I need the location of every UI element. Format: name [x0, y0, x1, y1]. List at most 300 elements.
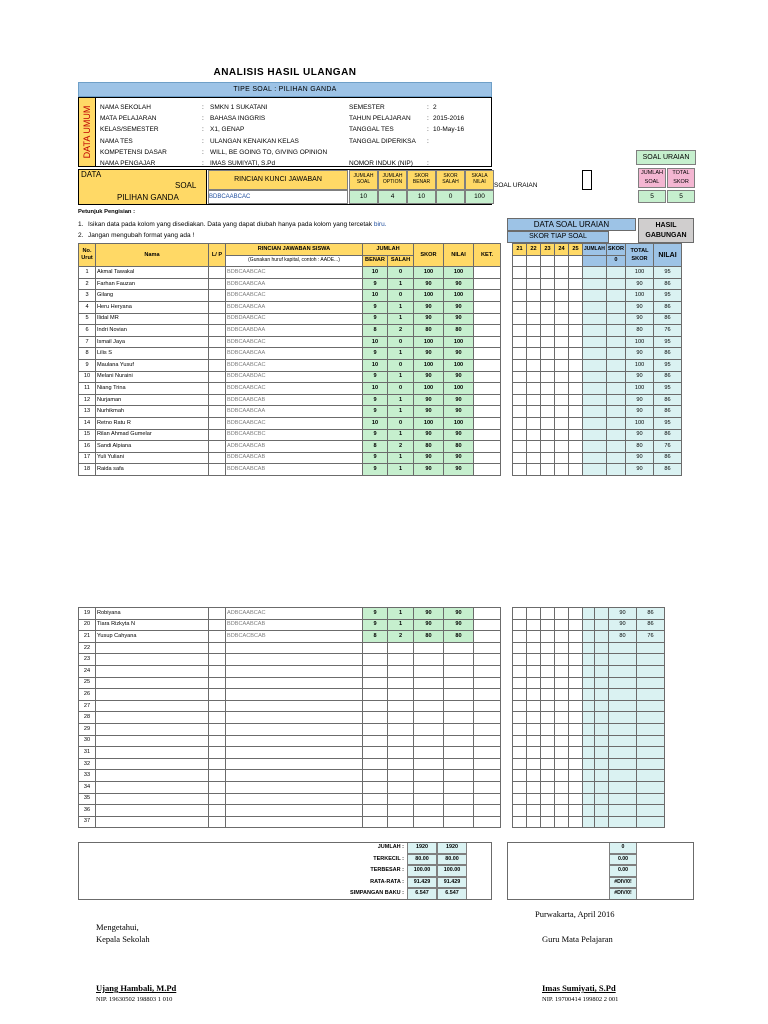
- gender-cell[interactable]: [209, 735, 226, 747]
- uraian-21[interactable]: [513, 665, 527, 677]
- uraian-23[interactable]: [541, 758, 555, 770]
- uraian-23[interactable]: [541, 608, 555, 620]
- uraian-22[interactable]: [527, 770, 541, 782]
- uraian-24[interactable]: [555, 406, 569, 418]
- student-name[interactable]: [96, 665, 209, 677]
- gender-cell[interactable]: [209, 665, 226, 677]
- gender-cell[interactable]: [209, 677, 226, 689]
- uraian-23[interactable]: [541, 464, 555, 476]
- uraian-25[interactable]: [569, 654, 583, 666]
- uraian-25[interactable]: [569, 359, 583, 371]
- uraian-24[interactable]: [555, 619, 569, 631]
- gender-cell[interactable]: [209, 464, 226, 476]
- ket-cell[interactable]: [474, 608, 501, 620]
- uraian-21[interactable]: [513, 735, 527, 747]
- uraian-21[interactable]: [513, 267, 527, 279]
- uraian-23[interactable]: [541, 781, 555, 793]
- uraian-21[interactable]: [513, 689, 527, 701]
- gender-cell[interactable]: [209, 325, 226, 337]
- student-name[interactable]: [96, 723, 209, 735]
- gender-cell[interactable]: [209, 348, 226, 360]
- uraian-25[interactable]: [569, 793, 583, 805]
- uraian-21[interactable]: [513, 619, 527, 631]
- uraian-22[interactable]: [527, 290, 541, 302]
- uraian-24[interactable]: [555, 348, 569, 360]
- ket-cell[interactable]: [474, 689, 501, 701]
- gender-cell[interactable]: [209, 793, 226, 805]
- uraian-23[interactable]: [541, 700, 555, 712]
- student-name[interactable]: [96, 793, 209, 805]
- uraian-22[interactable]: [527, 394, 541, 406]
- student-name[interactable]: Raida safa: [96, 464, 209, 476]
- uraian-21[interactable]: [513, 631, 527, 643]
- student-answers[interactable]: BDBCAABDAA: [226, 325, 363, 337]
- student-answers[interactable]: BDBCAABCBC: [226, 429, 363, 441]
- uraian-23[interactable]: [541, 452, 555, 464]
- uraian-21[interactable]: [513, 793, 527, 805]
- uraian-24[interactable]: [555, 608, 569, 620]
- uraian-22[interactable]: [527, 325, 541, 337]
- uraian-21[interactable]: [513, 770, 527, 782]
- ket-cell[interactable]: [474, 278, 501, 290]
- gender-cell[interactable]: [209, 452, 226, 464]
- uraian-22[interactable]: [527, 619, 541, 631]
- uraian-25[interactable]: [569, 441, 583, 453]
- uraian-25[interactable]: [569, 723, 583, 735]
- ket-cell[interactable]: [474, 464, 501, 476]
- student-name[interactable]: Nurjaman: [96, 394, 209, 406]
- uraian-23[interactable]: [541, 689, 555, 701]
- ket-cell[interactable]: [474, 336, 501, 348]
- uraian-21[interactable]: [513, 700, 527, 712]
- info-value[interactable]: SMKN 1 SUKATANI: [210, 104, 268, 111]
- gender-cell[interactable]: [209, 816, 226, 828]
- uraian-21[interactable]: [513, 290, 527, 302]
- student-answers[interactable]: [226, 747, 363, 759]
- uraian-24[interactable]: [555, 464, 569, 476]
- student-answers[interactable]: BDBCAABCAB: [226, 464, 363, 476]
- student-name[interactable]: Gilang: [96, 290, 209, 302]
- uraian-22[interactable]: [527, 793, 541, 805]
- gender-cell[interactable]: [209, 642, 226, 654]
- ket-cell[interactable]: [474, 654, 501, 666]
- ket-cell[interactable]: [474, 712, 501, 724]
- uraian-24[interactable]: [555, 301, 569, 313]
- total-skor-value[interactable]: 5: [667, 190, 695, 203]
- uraian-23[interactable]: [541, 383, 555, 395]
- student-name[interactable]: [96, 781, 209, 793]
- student-answers[interactable]: [226, 642, 363, 654]
- ket-cell[interactable]: [474, 758, 501, 770]
- key-value[interactable]: 4: [378, 190, 407, 204]
- uraian-21[interactable]: [513, 758, 527, 770]
- uraian-23[interactable]: [541, 677, 555, 689]
- uraian-22[interactable]: [527, 735, 541, 747]
- uraian-24[interactable]: [555, 267, 569, 279]
- uraian-24[interactable]: [555, 417, 569, 429]
- ket-cell[interactable]: [474, 631, 501, 643]
- student-name[interactable]: Sandi Alpiana: [96, 441, 209, 453]
- student-answers[interactable]: BDBCAABCAB: [226, 452, 363, 464]
- uraian-21[interactable]: [513, 325, 527, 337]
- uraian-24[interactable]: [555, 805, 569, 817]
- uraian-23[interactable]: [541, 336, 555, 348]
- gender-cell[interactable]: [209, 619, 226, 631]
- uraian-22[interactable]: [527, 336, 541, 348]
- uraian-25[interactable]: [569, 712, 583, 724]
- uraian-23[interactable]: [541, 805, 555, 817]
- gender-cell[interactable]: [209, 301, 226, 313]
- ket-cell[interactable]: [474, 735, 501, 747]
- student-answers[interactable]: [226, 735, 363, 747]
- ket-cell[interactable]: [474, 359, 501, 371]
- info-value[interactable]: IMAS SUMIYATI, S.Pd: [210, 160, 276, 167]
- student-answers[interactable]: BDBCAABCAB: [226, 394, 363, 406]
- uraian-24[interactable]: [555, 735, 569, 747]
- student-name[interactable]: Yusup Cahyana: [96, 631, 209, 643]
- uraian-25[interactable]: [569, 313, 583, 325]
- ket-cell[interactable]: [474, 677, 501, 689]
- student-answers[interactable]: [226, 723, 363, 735]
- uraian-24[interactable]: [555, 654, 569, 666]
- uraian-22[interactable]: [527, 608, 541, 620]
- gender-cell[interactable]: [209, 712, 226, 724]
- uraian-25[interactable]: [569, 290, 583, 302]
- ket-cell[interactable]: [474, 371, 501, 383]
- uraian-22[interactable]: [527, 758, 541, 770]
- uraian-24[interactable]: [555, 642, 569, 654]
- uraian-21[interactable]: [513, 723, 527, 735]
- uraian-25[interactable]: [569, 677, 583, 689]
- ket-cell[interactable]: [474, 441, 501, 453]
- student-name[interactable]: Ilidal MR: [96, 313, 209, 325]
- gender-cell[interactable]: [209, 689, 226, 701]
- info-value[interactable]: BAHASA INGGRIS: [210, 115, 266, 123]
- uraian-25[interactable]: [569, 267, 583, 279]
- uraian-24[interactable]: [555, 700, 569, 712]
- student-name[interactable]: [96, 805, 209, 817]
- key-value[interactable]: 10: [407, 190, 436, 204]
- uraian-23[interactable]: [541, 631, 555, 643]
- ket-cell[interactable]: [474, 747, 501, 759]
- uraian-23[interactable]: [541, 325, 555, 337]
- uraian-25[interactable]: [569, 278, 583, 290]
- uraian-23[interactable]: [541, 406, 555, 418]
- uraian-22[interactable]: [527, 712, 541, 724]
- uraian-21[interactable]: [513, 301, 527, 313]
- student-name[interactable]: Indri Novian: [96, 325, 209, 337]
- ket-cell[interactable]: [474, 301, 501, 313]
- uraian-24[interactable]: [555, 723, 569, 735]
- gender-cell[interactable]: [209, 267, 226, 279]
- uraian-21[interactable]: [513, 747, 527, 759]
- student-answers[interactable]: BDBCACBCAB: [226, 631, 363, 643]
- uraian-24[interactable]: [555, 394, 569, 406]
- gender-cell[interactable]: [209, 336, 226, 348]
- answer-key-input[interactable]: BDBCAABCAC: [208, 190, 348, 204]
- uraian-23[interactable]: [541, 348, 555, 360]
- student-name[interactable]: [96, 642, 209, 654]
- key-value[interactable]: 100: [465, 190, 494, 204]
- uraian-22[interactable]: [527, 429, 541, 441]
- gender-cell[interactable]: [209, 278, 226, 290]
- info-value[interactable]: 2015-2016: [433, 115, 465, 123]
- uraian-25[interactable]: [569, 336, 583, 348]
- uraian-24[interactable]: [555, 359, 569, 371]
- uraian-22[interactable]: [527, 723, 541, 735]
- ket-cell[interactable]: [474, 700, 501, 712]
- uraian-25[interactable]: [569, 394, 583, 406]
- uraian-25[interactable]: [569, 383, 583, 395]
- student-name[interactable]: [96, 816, 209, 828]
- uraian-22[interactable]: [527, 371, 541, 383]
- ket-cell[interactable]: [474, 665, 501, 677]
- uraian-22[interactable]: [527, 383, 541, 395]
- uraian-23[interactable]: [541, 441, 555, 453]
- uraian-25[interactable]: [569, 301, 583, 313]
- uraian-21[interactable]: [513, 383, 527, 395]
- uraian-22[interactable]: [527, 417, 541, 429]
- uraian-25[interactable]: [569, 619, 583, 631]
- student-name[interactable]: Lilis S: [96, 348, 209, 360]
- student-name[interactable]: Farhan Fauzan: [96, 278, 209, 290]
- uraian-22[interactable]: [527, 642, 541, 654]
- key-value[interactable]: 0: [436, 190, 465, 204]
- jumlah-soal-value[interactable]: 5: [638, 190, 666, 203]
- uraian-23[interactable]: [541, 665, 555, 677]
- student-answers[interactable]: BDBCAABCAC: [226, 417, 363, 429]
- gender-cell[interactable]: [209, 313, 226, 325]
- uraian-24[interactable]: [555, 278, 569, 290]
- uraian-21[interactable]: [513, 677, 527, 689]
- gender-cell[interactable]: [209, 747, 226, 759]
- uraian-21[interactable]: [513, 394, 527, 406]
- student-answers[interactable]: ADBCAABCAC: [226, 608, 363, 620]
- uraian-22[interactable]: [527, 747, 541, 759]
- uraian-22[interactable]: [527, 816, 541, 828]
- uraian-22[interactable]: [527, 406, 541, 418]
- uraian-25[interactable]: [569, 325, 583, 337]
- uraian-21[interactable]: [513, 348, 527, 360]
- gender-cell[interactable]: [209, 429, 226, 441]
- student-answers[interactable]: [226, 677, 363, 689]
- ket-cell[interactable]: [474, 313, 501, 325]
- ket-cell[interactable]: [474, 805, 501, 817]
- uraian-22[interactable]: [527, 805, 541, 817]
- uraian-23[interactable]: [541, 770, 555, 782]
- student-name[interactable]: [96, 689, 209, 701]
- uraian-23[interactable]: [541, 359, 555, 371]
- gender-cell[interactable]: [209, 383, 226, 395]
- uraian-21[interactable]: [513, 336, 527, 348]
- student-name[interactable]: Ismail Jaya: [96, 336, 209, 348]
- uraian-23[interactable]: [541, 267, 555, 279]
- uraian-22[interactable]: [527, 452, 541, 464]
- uraian-25[interactable]: [569, 665, 583, 677]
- uraian-23[interactable]: [541, 723, 555, 735]
- uraian-22[interactable]: [527, 348, 541, 360]
- gender-cell[interactable]: [209, 417, 226, 429]
- student-name[interactable]: Melani Nuraini: [96, 371, 209, 383]
- ket-cell[interactable]: [474, 383, 501, 395]
- student-name[interactable]: Heru Heryana: [96, 301, 209, 313]
- uraian-22[interactable]: [527, 313, 541, 325]
- uraian-21[interactable]: [513, 654, 527, 666]
- uraian-25[interactable]: [569, 747, 583, 759]
- uraian-25[interactable]: [569, 781, 583, 793]
- uraian-23[interactable]: [541, 290, 555, 302]
- ket-cell[interactable]: [474, 793, 501, 805]
- uraian-25[interactable]: [569, 371, 583, 383]
- student-name[interactable]: Rilan Ahmad Gumelar: [96, 429, 209, 441]
- ket-cell[interactable]: [474, 642, 501, 654]
- uraian-21[interactable]: [513, 359, 527, 371]
- uraian-22[interactable]: [527, 781, 541, 793]
- ket-cell[interactable]: [474, 417, 501, 429]
- uraian-21[interactable]: [513, 452, 527, 464]
- uraian-25[interactable]: [569, 735, 583, 747]
- student-answers[interactable]: [226, 805, 363, 817]
- student-answers[interactable]: [226, 781, 363, 793]
- gender-cell[interactable]: [209, 394, 226, 406]
- student-name[interactable]: [96, 700, 209, 712]
- ket-cell[interactable]: [474, 325, 501, 337]
- student-answers[interactable]: BDBCAABCAA: [226, 278, 363, 290]
- uraian-24[interactable]: [555, 336, 569, 348]
- student-name[interactable]: Nurhikmah: [96, 406, 209, 418]
- student-answers[interactable]: [226, 816, 363, 828]
- uraian-23[interactable]: [541, 371, 555, 383]
- info-value[interactable]: ULANGAN KENAIKAN KELAS: [210, 137, 299, 145]
- uraian-22[interactable]: [527, 359, 541, 371]
- ket-cell[interactable]: [474, 348, 501, 360]
- student-answers[interactable]: [226, 758, 363, 770]
- ket-cell[interactable]: [474, 781, 501, 793]
- uraian-24[interactable]: [555, 325, 569, 337]
- student-name[interactable]: Yuli Yuliani: [96, 452, 209, 464]
- student-name[interactable]: Maulana Yusuf: [96, 359, 209, 371]
- gender-cell[interactable]: [209, 654, 226, 666]
- uraian-24[interactable]: [555, 371, 569, 383]
- uraian-22[interactable]: [527, 677, 541, 689]
- student-answers[interactable]: BDBCAABCAA: [226, 406, 363, 418]
- ket-cell[interactable]: [474, 619, 501, 631]
- uraian-24[interactable]: [555, 781, 569, 793]
- student-answers[interactable]: BDBCAABCAA: [226, 301, 363, 313]
- uraian-23[interactable]: [541, 793, 555, 805]
- info-value[interactable]: 2: [433, 104, 437, 111]
- uraian-22[interactable]: [527, 689, 541, 701]
- student-name[interactable]: [96, 747, 209, 759]
- info-value[interactable]: 10-May-16: [433, 126, 465, 134]
- uraian-24[interactable]: [555, 689, 569, 701]
- uraian-23[interactable]: [541, 642, 555, 654]
- ket-cell[interactable]: [474, 816, 501, 828]
- uraian-21[interactable]: [513, 805, 527, 817]
- uraian-25[interactable]: [569, 816, 583, 828]
- gender-cell[interactable]: [209, 805, 226, 817]
- student-answers[interactable]: [226, 793, 363, 805]
- uraian-25[interactable]: [569, 805, 583, 817]
- uraian-23[interactable]: [541, 735, 555, 747]
- gender-cell[interactable]: [209, 359, 226, 371]
- student-name[interactable]: [96, 654, 209, 666]
- key-value[interactable]: 10: [349, 190, 378, 204]
- uraian-22[interactable]: [527, 654, 541, 666]
- uraian-25[interactable]: [569, 348, 583, 360]
- ket-cell[interactable]: [474, 429, 501, 441]
- student-name[interactable]: Niang Trina: [96, 383, 209, 395]
- uraian-22[interactable]: [527, 464, 541, 476]
- uraian-22[interactable]: [527, 631, 541, 643]
- uraian-24[interactable]: [555, 452, 569, 464]
- uraian-24[interactable]: [555, 313, 569, 325]
- uraian-23[interactable]: [541, 654, 555, 666]
- ket-cell[interactable]: [474, 267, 501, 279]
- gender-cell[interactable]: [209, 770, 226, 782]
- uraian-24[interactable]: [555, 383, 569, 395]
- uraian-21[interactable]: [513, 429, 527, 441]
- uraian-24[interactable]: [555, 677, 569, 689]
- student-answers[interactable]: [226, 712, 363, 724]
- uraian-25[interactable]: [569, 417, 583, 429]
- student-name[interactable]: [96, 735, 209, 747]
- uraian-24[interactable]: [555, 747, 569, 759]
- uraian-23[interactable]: [541, 619, 555, 631]
- uraian-22[interactable]: [527, 301, 541, 313]
- gender-cell[interactable]: [209, 700, 226, 712]
- gender-cell[interactable]: [209, 290, 226, 302]
- student-answers[interactable]: [226, 689, 363, 701]
- gender-cell[interactable]: [209, 406, 226, 418]
- uraian-22[interactable]: [527, 441, 541, 453]
- info-value[interactable]: WILL, BE GOING TO, GIVING OPINION: [210, 148, 328, 156]
- ket-cell[interactable]: [474, 723, 501, 735]
- uraian-21[interactable]: [513, 313, 527, 325]
- uraian-23[interactable]: [541, 313, 555, 325]
- student-name[interactable]: Tiara Rizkyta N: [96, 619, 209, 631]
- uraian-21[interactable]: [513, 406, 527, 418]
- student-name[interactable]: [96, 758, 209, 770]
- uraian-21[interactable]: [513, 781, 527, 793]
- uraian-25[interactable]: [569, 758, 583, 770]
- uraian-21[interactable]: [513, 278, 527, 290]
- student-answers[interactable]: BDBDAABCAC: [226, 313, 363, 325]
- student-answers[interactable]: BDBCAABCAC: [226, 336, 363, 348]
- student-name[interactable]: [96, 677, 209, 689]
- uraian-25[interactable]: [569, 689, 583, 701]
- uraian-22[interactable]: [527, 278, 541, 290]
- uraian-25[interactable]: [569, 770, 583, 782]
- ket-cell[interactable]: [474, 394, 501, 406]
- uraian-25[interactable]: [569, 642, 583, 654]
- uraian-25[interactable]: [569, 406, 583, 418]
- student-name[interactable]: Akmal Tawakal: [96, 267, 209, 279]
- info-value[interactable]: X1, GENAP: [210, 126, 245, 134]
- uraian-23[interactable]: [541, 278, 555, 290]
- gender-cell[interactable]: [209, 441, 226, 453]
- uraian-25[interactable]: [569, 429, 583, 441]
- uraian-25[interactable]: [569, 464, 583, 476]
- student-answers[interactable]: BDBCAABCAA: [226, 348, 363, 360]
- uraian-23[interactable]: [541, 301, 555, 313]
- gender-cell[interactable]: [209, 758, 226, 770]
- ket-cell[interactable]: [474, 770, 501, 782]
- uraian-21[interactable]: [513, 608, 527, 620]
- uraian-23[interactable]: [541, 417, 555, 429]
- student-answers[interactable]: BDBCAABCAC: [226, 290, 363, 302]
- uraian-23[interactable]: [541, 394, 555, 406]
